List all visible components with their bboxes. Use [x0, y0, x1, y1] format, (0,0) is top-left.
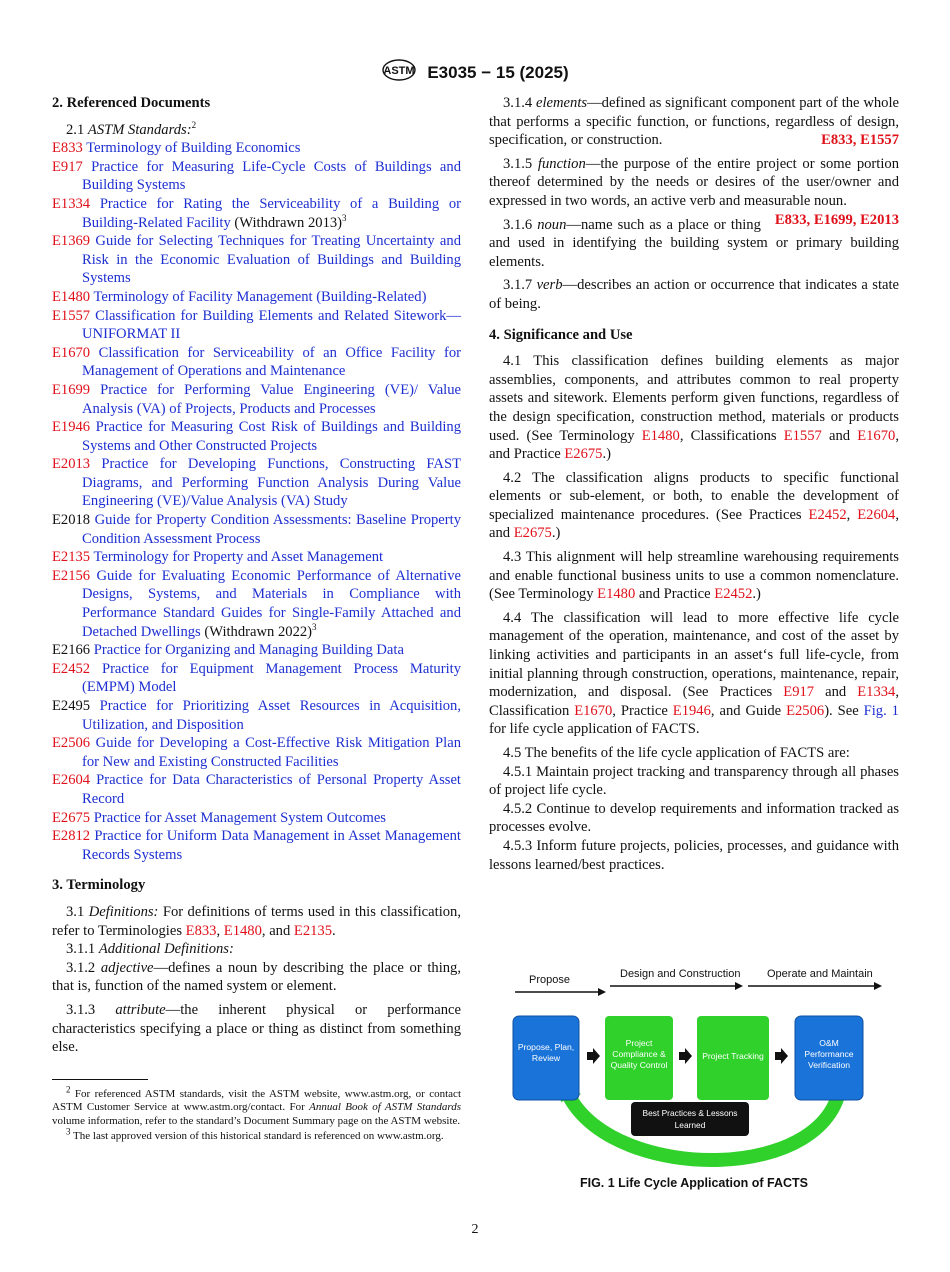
para-3-1-4: 3.1.4 elements—defined as significant component part of the whole that performs a specific function, or functions, regardless of design, specification, or construction. E833, E1557 [489, 95, 899, 149]
link-e2013[interactable]: E2013 [860, 211, 899, 228]
reference-title-link[interactable]: Practice for Equipment Management Process Maturity (EMPM) Model [82, 660, 461, 696]
reference-item [52, 660, 461, 697]
box-compliance-line-3: Quality Control [610, 1060, 668, 1070]
figure-caption: FIG. 1 Life Cycle Application of FACTS [579, 1176, 809, 1190]
box-propose-line-1: Propose, Plan, [517, 1042, 575, 1052]
reference-title-link[interactable]: Practice for Developing Functions, Constructing FAST Diagrams, and Performing Function Analysis During Value Engineering (VE)/Value Analysis (VA) Study [82, 456, 461, 510]
reference-code[interactable]: E2013 [52, 456, 91, 473]
link-e1334[interactable]: E1334 [857, 684, 896, 701]
para-3-1: 3.1 Definitions: For definitions of terms used in this classification, refer to Terminologies E833, E1480, and E2135. [52, 903, 461, 939]
reference-title-link[interactable]: Practice for Measuring Life-Cycle Costs of Buildings and Building Systems [82, 158, 461, 194]
reference-title-link[interactable]: Practice for Prioritizing Asset Resources in Acquisition, Utilization, and Disposition [82, 698, 461, 733]
link-e1670[interactable]: E1670 [857, 427, 896, 444]
right-column [489, 94, 899, 874]
para-3-1-2: 3.1.2 adjective—defines a noun by describing the place or thing, that is, function of the named system or element. [52, 959, 462, 995]
reference-title-link[interactable]: Classification for Building Elements and Related Sitework—UNIFORMAT II [82, 307, 461, 343]
reference-code[interactable]: E2675 [52, 809, 91, 826]
phase-propose-label: Propose [529, 974, 570, 986]
box-tracking-line-1: Project Tracking [702, 1051, 764, 1061]
reference-item [52, 232, 461, 288]
reference-code: E2166 [52, 642, 91, 659]
reference-code: E2018 [52, 512, 91, 529]
reference-code[interactable]: E1480 [52, 288, 91, 305]
reference-title-link[interactable]: Practice for Organizing and Managing Building Data [93, 642, 404, 659]
reference-title-link[interactable]: Guide for Developing a Cost-Effective Risk Mitigation Plan for New and Existing Constructed Facilities [82, 735, 461, 770]
box-om-line-3: Verification [807, 1060, 851, 1070]
section-3-heading: 3. Terminology [52, 877, 146, 894]
box-om-line-2: Performance [804, 1049, 854, 1059]
link-e1480[interactable]: E1480 [597, 586, 636, 603]
footnote-marker: 3 [342, 212, 347, 223]
reference-code[interactable]: E2604 [52, 772, 91, 789]
figure-1 [505, 964, 885, 1200]
reference-item [52, 548, 461, 567]
link-e1699[interactable]: E1699 [813, 211, 853, 228]
reference-code[interactable]: E1670 [52, 344, 91, 361]
reference-title-link[interactable]: Terminology of Facility Management (Building-Related) [93, 288, 427, 305]
reference-title-link[interactable]: Guide for Selecting Techniques for Treating Uncertainty and Risk in the Economic Evaluation of Buildings and Building Systems [82, 233, 462, 287]
reference-item [52, 288, 461, 307]
reference-item [52, 809, 461, 828]
para-4-3: 4.3 This alignment will help streamline warehousing requirements and enable functional business units to use a common nomenclature. (See Terminology E1480 and Practice E2452.) [489, 549, 899, 603]
flow-arrow-2 [679, 1048, 692, 1064]
reference-item [52, 307, 461, 344]
phase-design-label: Design and Construction [620, 968, 741, 980]
para-3-1-3: 3.1.3 attribute—the inherent physical or performance characteristics specifying a place or thing as distinct from something else. [52, 1001, 461, 1056]
box-lessons-line-1: Best Practices & Lessons [642, 1108, 738, 1118]
box-lessons-line-2: Learned [674, 1120, 706, 1130]
link-e917[interactable]: E917 [783, 684, 815, 701]
reference-title-link[interactable]: Practice for Measuring Cost Risk of Buildings and Building Systems and Other Constructed Projects [82, 419, 461, 454]
box-propose-line-2: Review [531, 1053, 561, 1063]
reference-code[interactable]: E1369 [52, 233, 91, 250]
reference-item [52, 567, 461, 641]
para-4-5: 4.5 The benefits of the life cycle application of FACTS are: [503, 745, 850, 761]
propose-arrowhead [598, 988, 606, 996]
para-4-5-2: 4.5.2 Continue to develop requirements and information tracked as processes evolve. [489, 800, 899, 836]
section-4-heading: 4. Significance and Use [489, 326, 633, 343]
reference-item [52, 418, 461, 455]
link-e1480[interactable]: E1480 [223, 922, 262, 939]
link-e2135[interactable]: E2135 [293, 922, 333, 939]
box-compliance-line-1: Project [625, 1038, 653, 1048]
logo-text: ASTM [383, 65, 415, 77]
reference-title-link[interactable]: Practice for Rating the Serviceability of a Building or Building-Related Facility [82, 195, 461, 231]
reference-item [52, 139, 461, 158]
link-e2452[interactable]: E2452 [808, 506, 847, 523]
footnote-3: $^3$ The last approved version of this historical standard is referenced on www.astm.org. [66, 1126, 444, 1143]
reference-suffix: (Withdrawn 2022) [200, 623, 313, 640]
para-4-5-1: 4.5.1 Maintain project tracking and transparency through all phases of project life cycle. [489, 763, 899, 799]
operate-arrowhead [874, 982, 882, 990]
footnote-rule [52, 1079, 148, 1080]
para-4-1: 4.1 This classification defines building elements as major assemblies, components, and attributes common to real property assets and sitework. Elements perform given functions, regardless of the design specification, construction method, materials or products used. (See Terminology E1480, Classifications E1557 and E1670, and Practice E2675.) [489, 353, 899, 463]
link-e1480[interactable]: E1480 [641, 427, 680, 444]
reference-item [52, 734, 461, 771]
reference-suffix: (Withdrawn 2013) [230, 214, 343, 231]
para-4-2: 4.2 The classification aligns products to specific functional elements or sub-element, or both, to enable the development of specialized maintenance procedures. (See Practices E2452, E2604, and E2675.) [489, 469, 900, 542]
flow-arrow-3 [775, 1048, 788, 1064]
reference-title-link[interactable]: Classification for Serviceability of an Office Facility for Management of Operations and Maintenance [82, 344, 461, 380]
reference-item [52, 344, 461, 381]
link-e1557[interactable]: E1557 [783, 427, 822, 444]
reference-code[interactable]: E2135 [52, 549, 91, 566]
reference-code[interactable]: E2506 [52, 735, 91, 752]
reference-item [52, 381, 461, 418]
link-e1557[interactable]: E1557 [860, 132, 899, 149]
section-2-1: 2.1 ASTM Standards:$^2$ [66, 119, 197, 138]
left-column [52, 94, 461, 1146]
link-e833[interactable]: E833 [185, 922, 217, 939]
flow-arrow-1 [587, 1048, 600, 1064]
link-e2452[interactable]: E2452 [714, 586, 753, 603]
phase-operate-label: Operate and Maintain [767, 968, 873, 980]
link-e2506[interactable]: E2506 [786, 702, 825, 719]
reference-code[interactable]: E1946 [52, 419, 91, 436]
para-3-1-6: 3.1.6 noun—name such as a place or thing and used in identifying the building system or primary building elements. [489, 216, 899, 270]
reference-code: E2495 [52, 698, 91, 714]
reference-code[interactable]: E2812 [52, 828, 91, 845]
reference-item [52, 511, 461, 548]
footnote-2: $^2$ For referenced ASTM standards, visit the ASTM website, www.astm.org, or contact ASTM Customer Service at www.astm.org/contact. For Annual Book of ASTM Standards volume information, refer to the standard’s Document Summary page on the ASTM website. [52, 1084, 461, 1127]
link-e2604[interactable]: E2604 [857, 506, 896, 523]
reference-title-link[interactable]: Guide for Property Condition Assessments: Baseline Property Condition Assessment Process [82, 512, 461, 547]
reference-title-link[interactable]: Practice for Data Characteristics of Personal Property Asset Record [82, 772, 461, 807]
reference-code[interactable]: E2156 [52, 567, 91, 584]
reference-title-link[interactable]: Guide for Evaluating Economic Performance of Alternative Designs, Systems, and Materials in Compliance with Performance Standard Guides for Single-Family Attached and Detached Dwellings [82, 567, 461, 640]
reference-title-link[interactable]: Practice for Uniform Data Management in Asset Management Records Systems [82, 828, 461, 863]
link-e2675[interactable]: E2675 [564, 446, 603, 463]
reference-item [52, 195, 461, 232]
box-om-line-1: O&M [819, 1038, 839, 1048]
reference-list [52, 139, 461, 864]
para-3-1-1: 3.1.1 Additional Definitions: [66, 941, 234, 958]
reference-title-link[interactable]: Terminology of Building Economics [86, 140, 301, 157]
reference-item [52, 641, 461, 660]
link-e2675[interactable]: E2675 [513, 525, 552, 542]
section-2-heading: 2. Referenced Documents [52, 95, 211, 111]
reference-code[interactable]: E1334 [52, 195, 91, 212]
link-e1670[interactable]: E1670 [574, 702, 613, 719]
reference-code[interactable]: E917 [52, 158, 83, 175]
para-3-1-7: 3.1.7 verb—describes an action or occurrence that indicates a state of being. [489, 277, 900, 312]
reference-title-link[interactable]: Practice for Performing Value Engineering (VE)/ Value Analysis (VA) of Projects, Products and Processes [82, 381, 461, 417]
reference-code[interactable]: E1557 [52, 307, 91, 324]
link-fig-1[interactable]: Fig. 1 [863, 702, 899, 719]
standard-designation: E3035 − 15 (2025) [427, 62, 569, 82]
para-4-5-3: 4.5.3 Inform future projects, policies, processes, and guidance with lessons learned/best practices. [489, 837, 899, 873]
reference-code[interactable]: E833 [52, 140, 83, 157]
para-3-1-5: 3.1.5 function—the purpose of the entire project or some portion thereof determined by the needs or desires of the user/owner and expressed in two words, an active verb and measurable noun. E833, E1699, E2013 [489, 155, 899, 228]
reference-item [52, 455, 461, 511]
reference-title-link[interactable]: Terminology for Property and Asset Management [93, 549, 384, 566]
reference-item [52, 771, 461, 808]
reference-code[interactable]: E2452 [52, 660, 91, 677]
design-arrowhead [735, 982, 743, 990]
link-e1946[interactable]: E1946 [672, 702, 711, 719]
page-header [0, 58, 950, 87]
footnote-marker: 3 [312, 621, 317, 632]
reference-item [52, 697, 461, 734]
reference-item [52, 158, 461, 195]
para-4-4: 4.4 The classification will lead to more effective life cycle management of the operation, maintenance, and cost of the asset by linking activities and participants in an asset‘s full life-cycle, from initial planning through construction, operations, maintenance, repair, modernization, and disposal. (See Practices E917 and E1334, Classification E1670, Practice E1946, and Guide E2506). See Fig. 1 for life cycle application of FACTS. [489, 609, 899, 738]
link-e833[interactable]: E833 [821, 132, 853, 149]
link-e833[interactable]: E833 [774, 211, 807, 228]
astm-logo-icon [381, 58, 417, 87]
reference-item [52, 827, 461, 864]
reference-code[interactable]: E1699 [52, 381, 91, 398]
box-compliance-line-2: Compliance & [612, 1049, 666, 1059]
page-number: 2 [471, 1222, 479, 1237]
reference-title-link[interactable]: Practice for Asset Management System Outcomes [93, 809, 386, 826]
